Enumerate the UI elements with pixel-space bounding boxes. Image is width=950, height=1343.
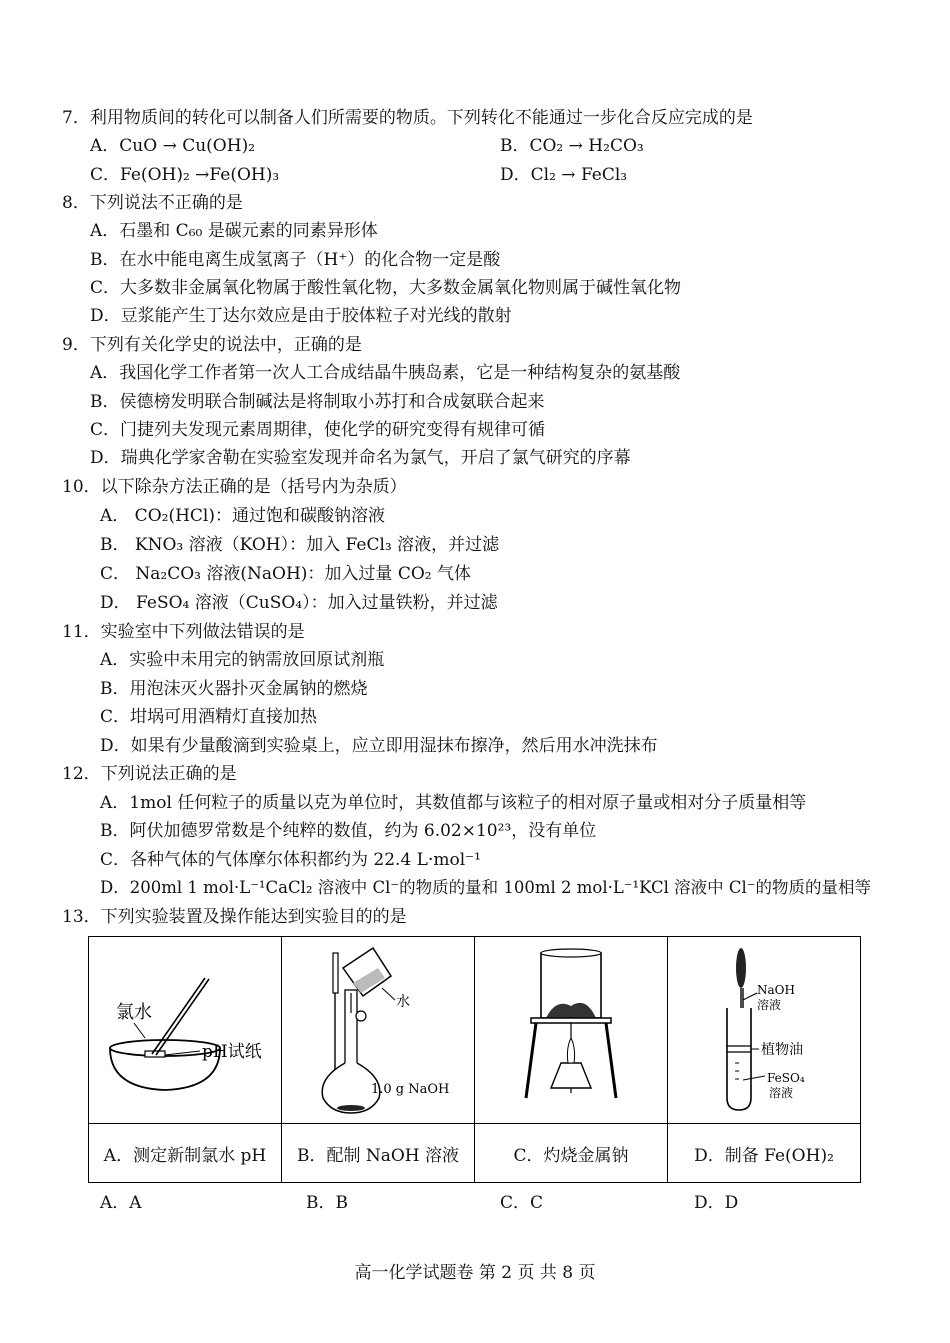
q9-stem: 9．下列有关化学史的说法中，正确的是 — [62, 335, 362, 355]
q10-stem: 10．以下除杂方法正确的是（括号内为杂质） — [62, 477, 407, 497]
beaker-tripod-figure — [476, 938, 666, 1118]
test-tube-figure — [669, 938, 859, 1118]
q11-option-c: C．坩埚可用酒精灯直接加热 — [100, 707, 318, 727]
q13-choice-a: A．A — [100, 1193, 142, 1213]
fig-b-label-water: 水 — [396, 994, 410, 1010]
figure-d-cell — [668, 937, 861, 1124]
q7-option-d: D．Cl₂ → FeCl₃ — [500, 165, 628, 185]
fig-d-label-solution-1: 溶液 — [757, 998, 782, 1012]
figure-a-cell — [89, 937, 282, 1124]
q9-option-a: A．我国化学工作者第一次人工合成结晶牛胰岛素，它是一种结构复杂的氨基酸 — [90, 363, 681, 383]
evaporating-dish-figure — [90, 938, 280, 1118]
caption-b: B．配制 NaOH 溶液 — [282, 1124, 475, 1183]
caption-a: A．测定新制氯水 pH — [89, 1124, 282, 1183]
q8-stem: 8．下列说法不正确的是 — [62, 193, 243, 213]
q8-option-d: D．豆浆能产生丁达尔效应是由于胶体粒子对光线的散射 — [90, 306, 512, 326]
q8-option-c: C．大多数非金属氧化物属于酸性氧化物，大多数金属氧化物则属于碱性氧化物 — [90, 278, 682, 298]
fig-b-label-naoh: 1.0 g NaOH — [371, 1082, 450, 1097]
q12-option-d: D．200ml 1 mol·L⁻¹CaCl₂ 溶液中 Cl⁻的物质的量和 100ml 2 mol·L⁻¹KCl 溶液中 Cl⁻的物质的量相等 — [100, 878, 872, 897]
q11-stem: 11．实验室中下列做法错误的是 — [62, 622, 305, 642]
q9-option-b: B．侯德榜发明联合制碱法是将制取小苏打和合成氨联合起来 — [90, 392, 545, 412]
figure-b-cell — [282, 937, 475, 1124]
q10-option-b: B． KNO₃ 溶液（KOH）：加入 FeCl₃ 溶液，并过滤 — [100, 535, 500, 555]
fig-a-label-chlorine-water: 氯水 — [116, 1002, 152, 1023]
figure-c-cell — [475, 937, 668, 1124]
q13-choice-d: D．D — [694, 1193, 739, 1213]
caption-d: D．制备 Fe(OH)₂ — [668, 1124, 861, 1183]
q7-option-a: A．CuO → Cu(OH)₂ — [90, 136, 256, 156]
q11-option-a: A．实验中未用完的钠需放回原试剂瓶 — [100, 650, 385, 670]
q11-option-d: D．如果有少量酸滴到实验桌上，应立即用湿抹布擦净，然后用水冲洗抹布 — [100, 736, 658, 756]
q13-stem: 13．下列实验装置及操作能达到实验目的的是 — [62, 907, 407, 927]
q9-option-c: C．门捷列夫发现元素周期律，使化学的研究变得有规律可循 — [90, 420, 546, 440]
q13-choice-c: C．C — [500, 1193, 544, 1213]
fig-a-label-ph-paper: pH试纸 — [202, 1042, 262, 1062]
fig-d-label-vegetable-oil: 植物油 — [761, 1042, 803, 1058]
q13-choice-b: B．B — [306, 1193, 348, 1213]
fig-d-label-feso4: FeSO₄ — [767, 1071, 805, 1085]
experiment-table — [88, 936, 861, 1183]
q10-option-a: A． CO₂(HCl)：通过饱和碳酸钠溶液 — [100, 506, 385, 526]
q10-option-c: C． Na₂CO₃ 溶液(NaOH)：加入过量 CO₂ 气体 — [100, 564, 472, 584]
caption-c: C．灼烧金属钠 — [475, 1124, 668, 1183]
q8-option-a: A．石墨和 C₆₀ 是碳元素的同素异形体 — [90, 221, 378, 241]
q12-stem: 12．下列说法正确的是 — [62, 764, 237, 784]
q9-option-d: D．瑞典化学家舍勒在实验室发现并命名为氯气，开启了氯气研究的序幕 — [90, 448, 631, 468]
q10-option-d: D． FeSO₄ 溶液（CuSO₄）：加入过量铁粉，并过滤 — [100, 593, 498, 613]
q7-stem: 7．利用物质间的转化可以制备人们所需要的物质。下列转化不能通过一步化合反应完成的是 — [62, 108, 753, 128]
q12-option-c: C．各种气体的气体摩尔体积都约为 22.4 L·mol⁻¹ — [100, 850, 481, 870]
q8-option-b: B．在水中能电离生成氢离子（H⁺）的化合物一定是酸 — [90, 250, 501, 270]
volumetric-flask-figure — [283, 938, 473, 1118]
q11-option-b: B．用泡沫灭火器扑灭金属钠的燃烧 — [100, 679, 368, 699]
q7-option-c: C．Fe(OH)₂ →Fe(OH)₃ — [90, 165, 280, 185]
fig-d-label-solution-2: 溶液 — [769, 1086, 794, 1100]
page-footer: 高一化学试题卷 第 2 页 共 8 页 — [354, 1263, 596, 1283]
q12-option-a: A．1mol 任何粒子的质量以克为单位时，其数值都与该粒子的相对原子量或相对分子质量相等 — [100, 793, 807, 813]
q7-option-b: B．CO₂ → H₂CO₃ — [500, 136, 644, 156]
q12-option-b: B．阿伏加德罗常数是个纯粹的数值，约为 6.02×10²³，没有单位 — [100, 821, 597, 841]
fig-d-label-naoh: NaOH — [757, 983, 795, 997]
